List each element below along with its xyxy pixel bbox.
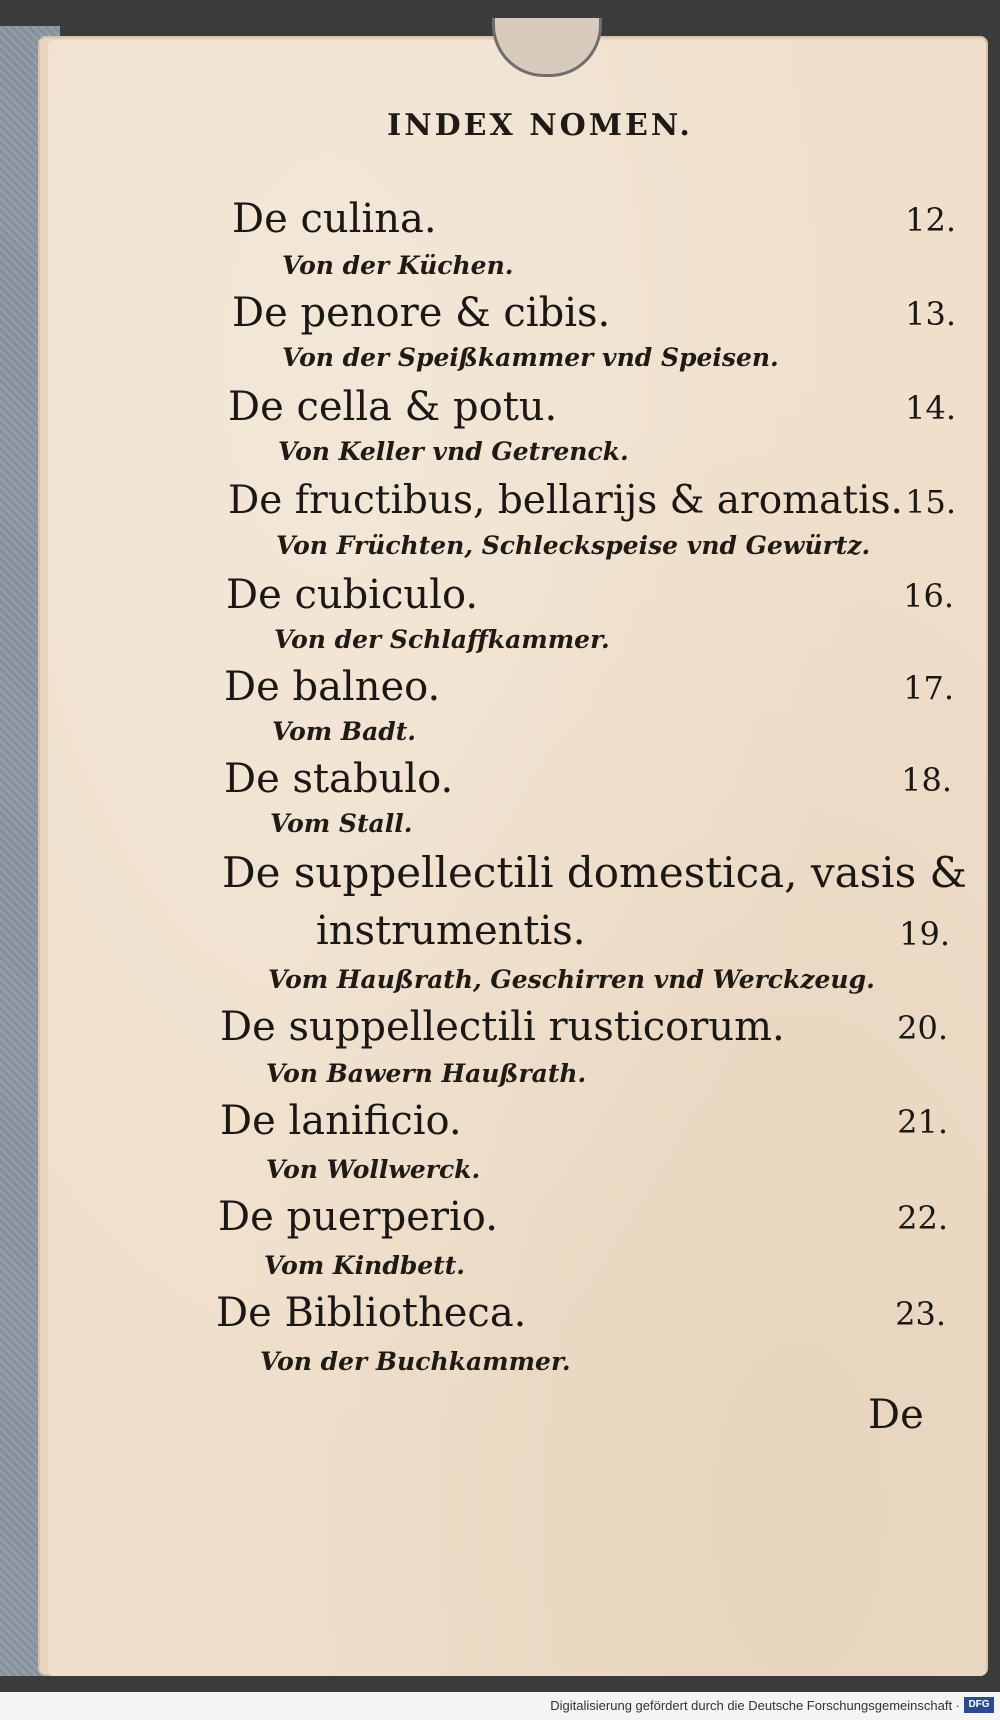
latin-title: De lanificio.	[220, 1098, 462, 1144]
latin-title: De fructibus, bellarijs & aromatis.	[228, 478, 903, 523]
german-title: Von Keller vnd Getrenck.	[278, 437, 629, 466]
page-number: 16.	[903, 577, 954, 615]
page-number: 18.	[901, 761, 952, 799]
german-title: Von der Küchen.	[282, 251, 514, 280]
page-number: 17.	[903, 669, 954, 707]
german-title: Von der Buchkammer.	[260, 1347, 571, 1376]
latin-title: De Bibliotheca.	[216, 1290, 527, 1336]
page-number: 14.	[905, 389, 956, 427]
latin-title: De suppellectili domestica, vasis &	[222, 848, 967, 897]
digitization-footer	[0, 1692, 1000, 1720]
german-title: Von Wollwerck.	[266, 1155, 481, 1184]
german-title: Von Bawern Haußrath.	[266, 1059, 587, 1088]
dfg-logo: DFG	[964, 1697, 994, 1713]
latin-title: De suppellectili rusticorum.	[220, 1004, 785, 1050]
german-title: Von der Speißkammer vnd Speisen.	[282, 343, 779, 372]
page-number: 19.	[899, 915, 950, 953]
german-title: Von der Schlaffkammer.	[274, 625, 610, 654]
catchword: De	[868, 1392, 924, 1438]
page-number: 13.	[905, 295, 956, 333]
latin-title-continued: instrumentis.	[316, 908, 586, 954]
german-title: Vom Badt.	[272, 717, 416, 746]
funding-credit: Digitalisierung gefördert durch die Deutsche Forschungsgemeinschaft ·	[550, 1698, 960, 1713]
page-number: 21.	[897, 1103, 948, 1141]
page-number: 23.	[895, 1295, 946, 1333]
page-heading: INDEX NOMEN.	[387, 108, 693, 143]
german-title: Vom Kindbett.	[264, 1251, 466, 1280]
latin-title: De cubiculo.	[226, 572, 479, 618]
page-number: 15.	[905, 483, 956, 521]
latin-title: De penore & cibis.	[232, 290, 611, 336]
german-title: Vom Haußrath, Geschirren vnd Werckzeug.	[268, 965, 875, 994]
page-number: 20.	[897, 1009, 948, 1047]
latin-title: De stabulo.	[224, 756, 454, 802]
german-title: Von Früchten, Schleckspeise vnd Gewürtz.	[276, 531, 871, 560]
page-number: 22.	[897, 1199, 948, 1237]
page-number: 12.	[905, 201, 956, 239]
latin-title: De balneo.	[224, 664, 441, 710]
german-title: Vom Stall.	[270, 809, 413, 838]
latin-title: De cella & potu.	[228, 384, 558, 430]
latin-title: De puerperio.	[218, 1194, 498, 1240]
latin-title: De culina.	[232, 196, 437, 242]
